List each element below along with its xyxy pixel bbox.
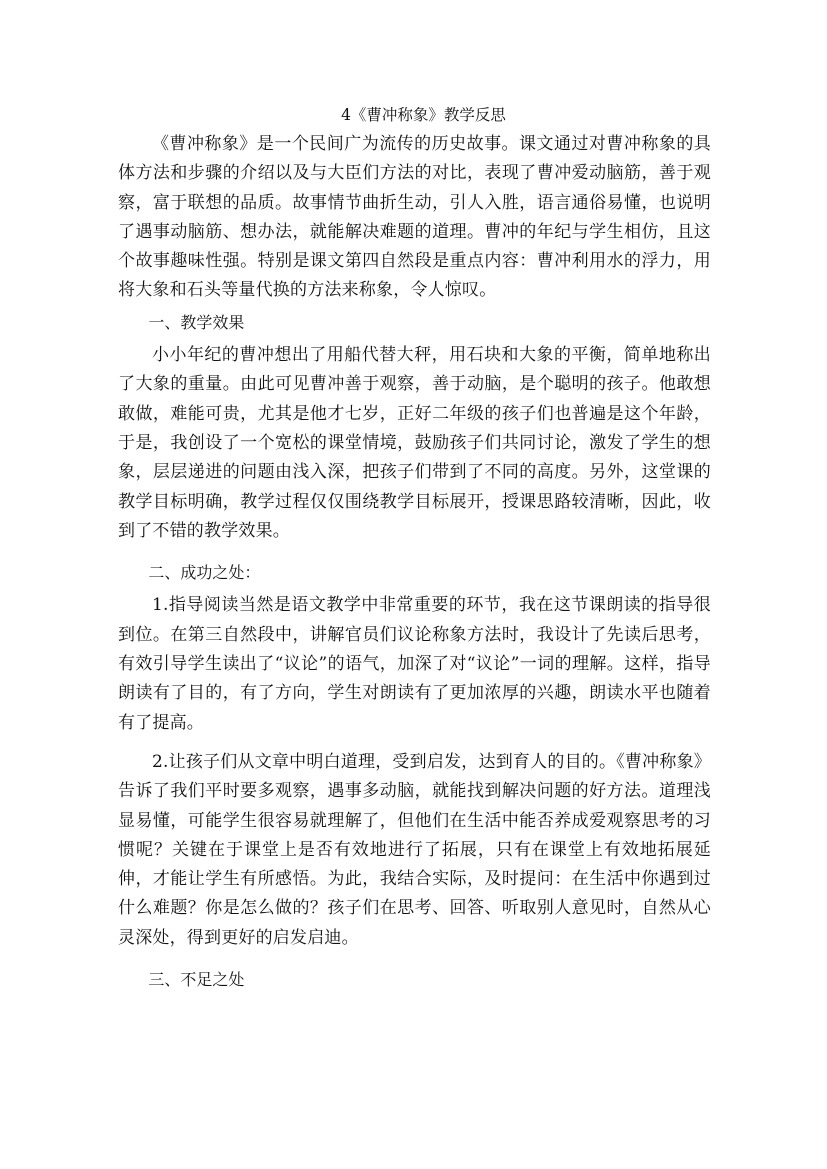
spacer <box>118 953 711 963</box>
success-item-2: 2.让孩子们从文章中明白道理，受到启发，达到育人的目的。《曹冲称象》告诉了我们平时要多观察，遇事多动脑，就能找到解决问题的好方法。道理浅显易懂，可能学生很容易就理解了，但他们在生活中能否养成爱观察思考的习惯呢？关键在于课堂上是否有效地进行了拓展，只有在课堂上有效地拓展延伸，才能让学生有所感悟。为此，我结合实际，及时提问：在生活中你遇到过什么难题？你是怎么做的？孩子们在思考、回答、听取别人意见时，自然从心灵深处，得到更好的启发启迪。 <box>118 751 711 948</box>
success-item-1: 1.指导阅读当然是语文教学中非常重要的环节，我在这节课朗读的指导很到位。在第三自然段中，讲解官员们议论称象方法时，我设计了先读后思考，有效引导学生读出了“议论”的语气，加深了对“议论”一词的理解。这样，指导朗读有了目的，有了方向，学生对朗读有了更加浓厚的兴趣，朗读水平也随着有了提高。 <box>118 595 711 733</box>
section-heading-teaching-effect: 一、教学效果 <box>148 312 245 332</box>
spacer <box>118 546 711 556</box>
section-heading-shortcomings: 三、不足之处 <box>148 970 245 990</box>
section-heading-successes: 二、成功之处： <box>148 563 261 583</box>
teaching-effect-paragraph: 小小年纪的曹冲想出了用船代替大秤，用石块和大象的平衡，简单地称出了大象的重量。由此可见曹冲善于观察，善于动脑，是个聪明的孩子。他敢想敢做，难能可贵，尤其是他才七岁，正好二年级的孩子们也普遍是这个年龄，于是，我创设了一个宽松的课堂情境，鼓励孩子们共同讨论，激发了学生的想象，层层递进的问题由浅入深，把孩子们带到了不同的高度。另外，这堂课的教学目标明确，教学过程仅仅围绕教学目标展开，授课思路较清晰，因此，收到了不错的教学效果。 <box>118 345 711 541</box>
intro-paragraph: 《曹冲称象》是一个民间广为流传的历史故事。课文通过对曹冲称象的具体方法和步骤的介绍以及与大臣们方法的对比，表现了曹冲爱动脑筋，善于观察，富于联想的品质。故事情节曲折生动，引人入胜，语言通俗易懂，也说明了遇事动脑筋、想办法，就能解决难题的道理。曹冲的年纪与学生相仿，且这个故事趣味性强。特别是课文第四自然段是重点内容：曹冲利用水的浮力，用将大象和石头等量代换的方法来称象，令人惊叹。 <box>118 134 711 301</box>
document-title: 4《曹冲称象》教学反思 <box>341 106 506 124</box>
document-body <box>118 104 711 998</box>
spacer <box>118 738 711 748</box>
